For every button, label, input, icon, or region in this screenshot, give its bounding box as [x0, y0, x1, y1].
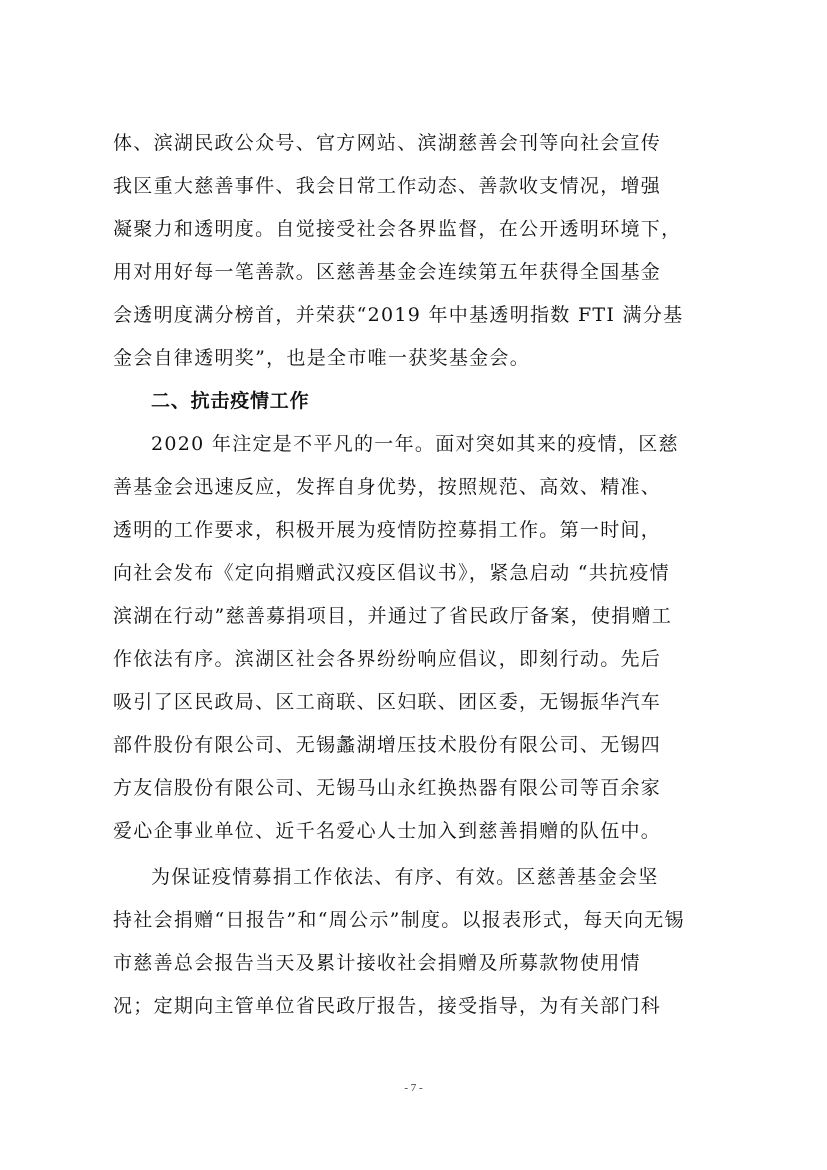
text-line: 用对用好每一笔善款。区慈善基金会连续第五年获得全国基金 — [113, 261, 662, 283]
text-line: 善基金会迅速反应，发挥自身优势，按照规范、高效、精准、 — [113, 476, 662, 498]
text-line: 向社会发布《定向捐赠武汉疫区倡议书》，紧急启动 “共抗疫情 — [113, 562, 670, 584]
text-line: 况；定期向主管单位省民政厅报告，接受指导，为有关部门科 — [113, 995, 662, 1017]
text-line: 透明的工作要求，积极开展为疫情防控募捐工作。第一时间， — [113, 519, 662, 541]
text-line: 2020 年注定是不平凡的一年。面对突如其来的疫情，区慈 — [151, 433, 679, 455]
text-line: 持社会捐赠“日报告”和“周公示”制度。以报表形式，每天向无锡 — [113, 909, 685, 931]
text-line: 作依法有序。滨湖区社会各界纷纷响应倡议，即刻行动。先后 — [113, 648, 662, 670]
text-line: 市慈善总会报告当天及累计接收社会捐赠及所募款物使用情 — [113, 952, 641, 974]
text-line: 金会自律透明奖”，也是全市唯一获奖基金会。 — [113, 347, 531, 369]
page-number: - 7 - — [404, 1082, 423, 1094]
text-line: 会透明度满分榜首，并荣获“2019 年中基透明指数 FTI 满分基 — [113, 304, 684, 326]
section-heading: 二、抗击疫情工作 — [151, 390, 310, 412]
text-line: 我区重大慈善事件、我会日常工作动态、善款收支情况，增强 — [113, 175, 662, 197]
text-line: 爱心企事业单位、近千名爱心人士加入到慈善捐赠的队伍中。 — [113, 820, 662, 842]
text-line: 为保证疫情募捐工作依法、有序、有效。区慈善基金会坚 — [151, 866, 659, 888]
text-line: 方友信股份有限公司、无锡马山永红换热器有限公司等百余家 — [113, 777, 662, 799]
text-line: 体、滨湖民政公众号、官方网站、滨湖慈善会刊等向社会宣传 — [113, 132, 662, 154]
text-line: 滨湖在行动”慈善募捐项目，并通过了省民政厅备案，使捐赠工 — [113, 605, 673, 627]
text-line: 部件股份有限公司、无锡蠡湖增压技术股份有限公司、无锡四 — [113, 734, 662, 756]
text-line: 凝聚力和透明度。自觉接受社会各界监督，在公开透明环境下， — [113, 218, 682, 240]
text-line: 吸引了区民政局、区工商联、区妇联、团区委，无锡振华汽车 — [113, 691, 662, 713]
